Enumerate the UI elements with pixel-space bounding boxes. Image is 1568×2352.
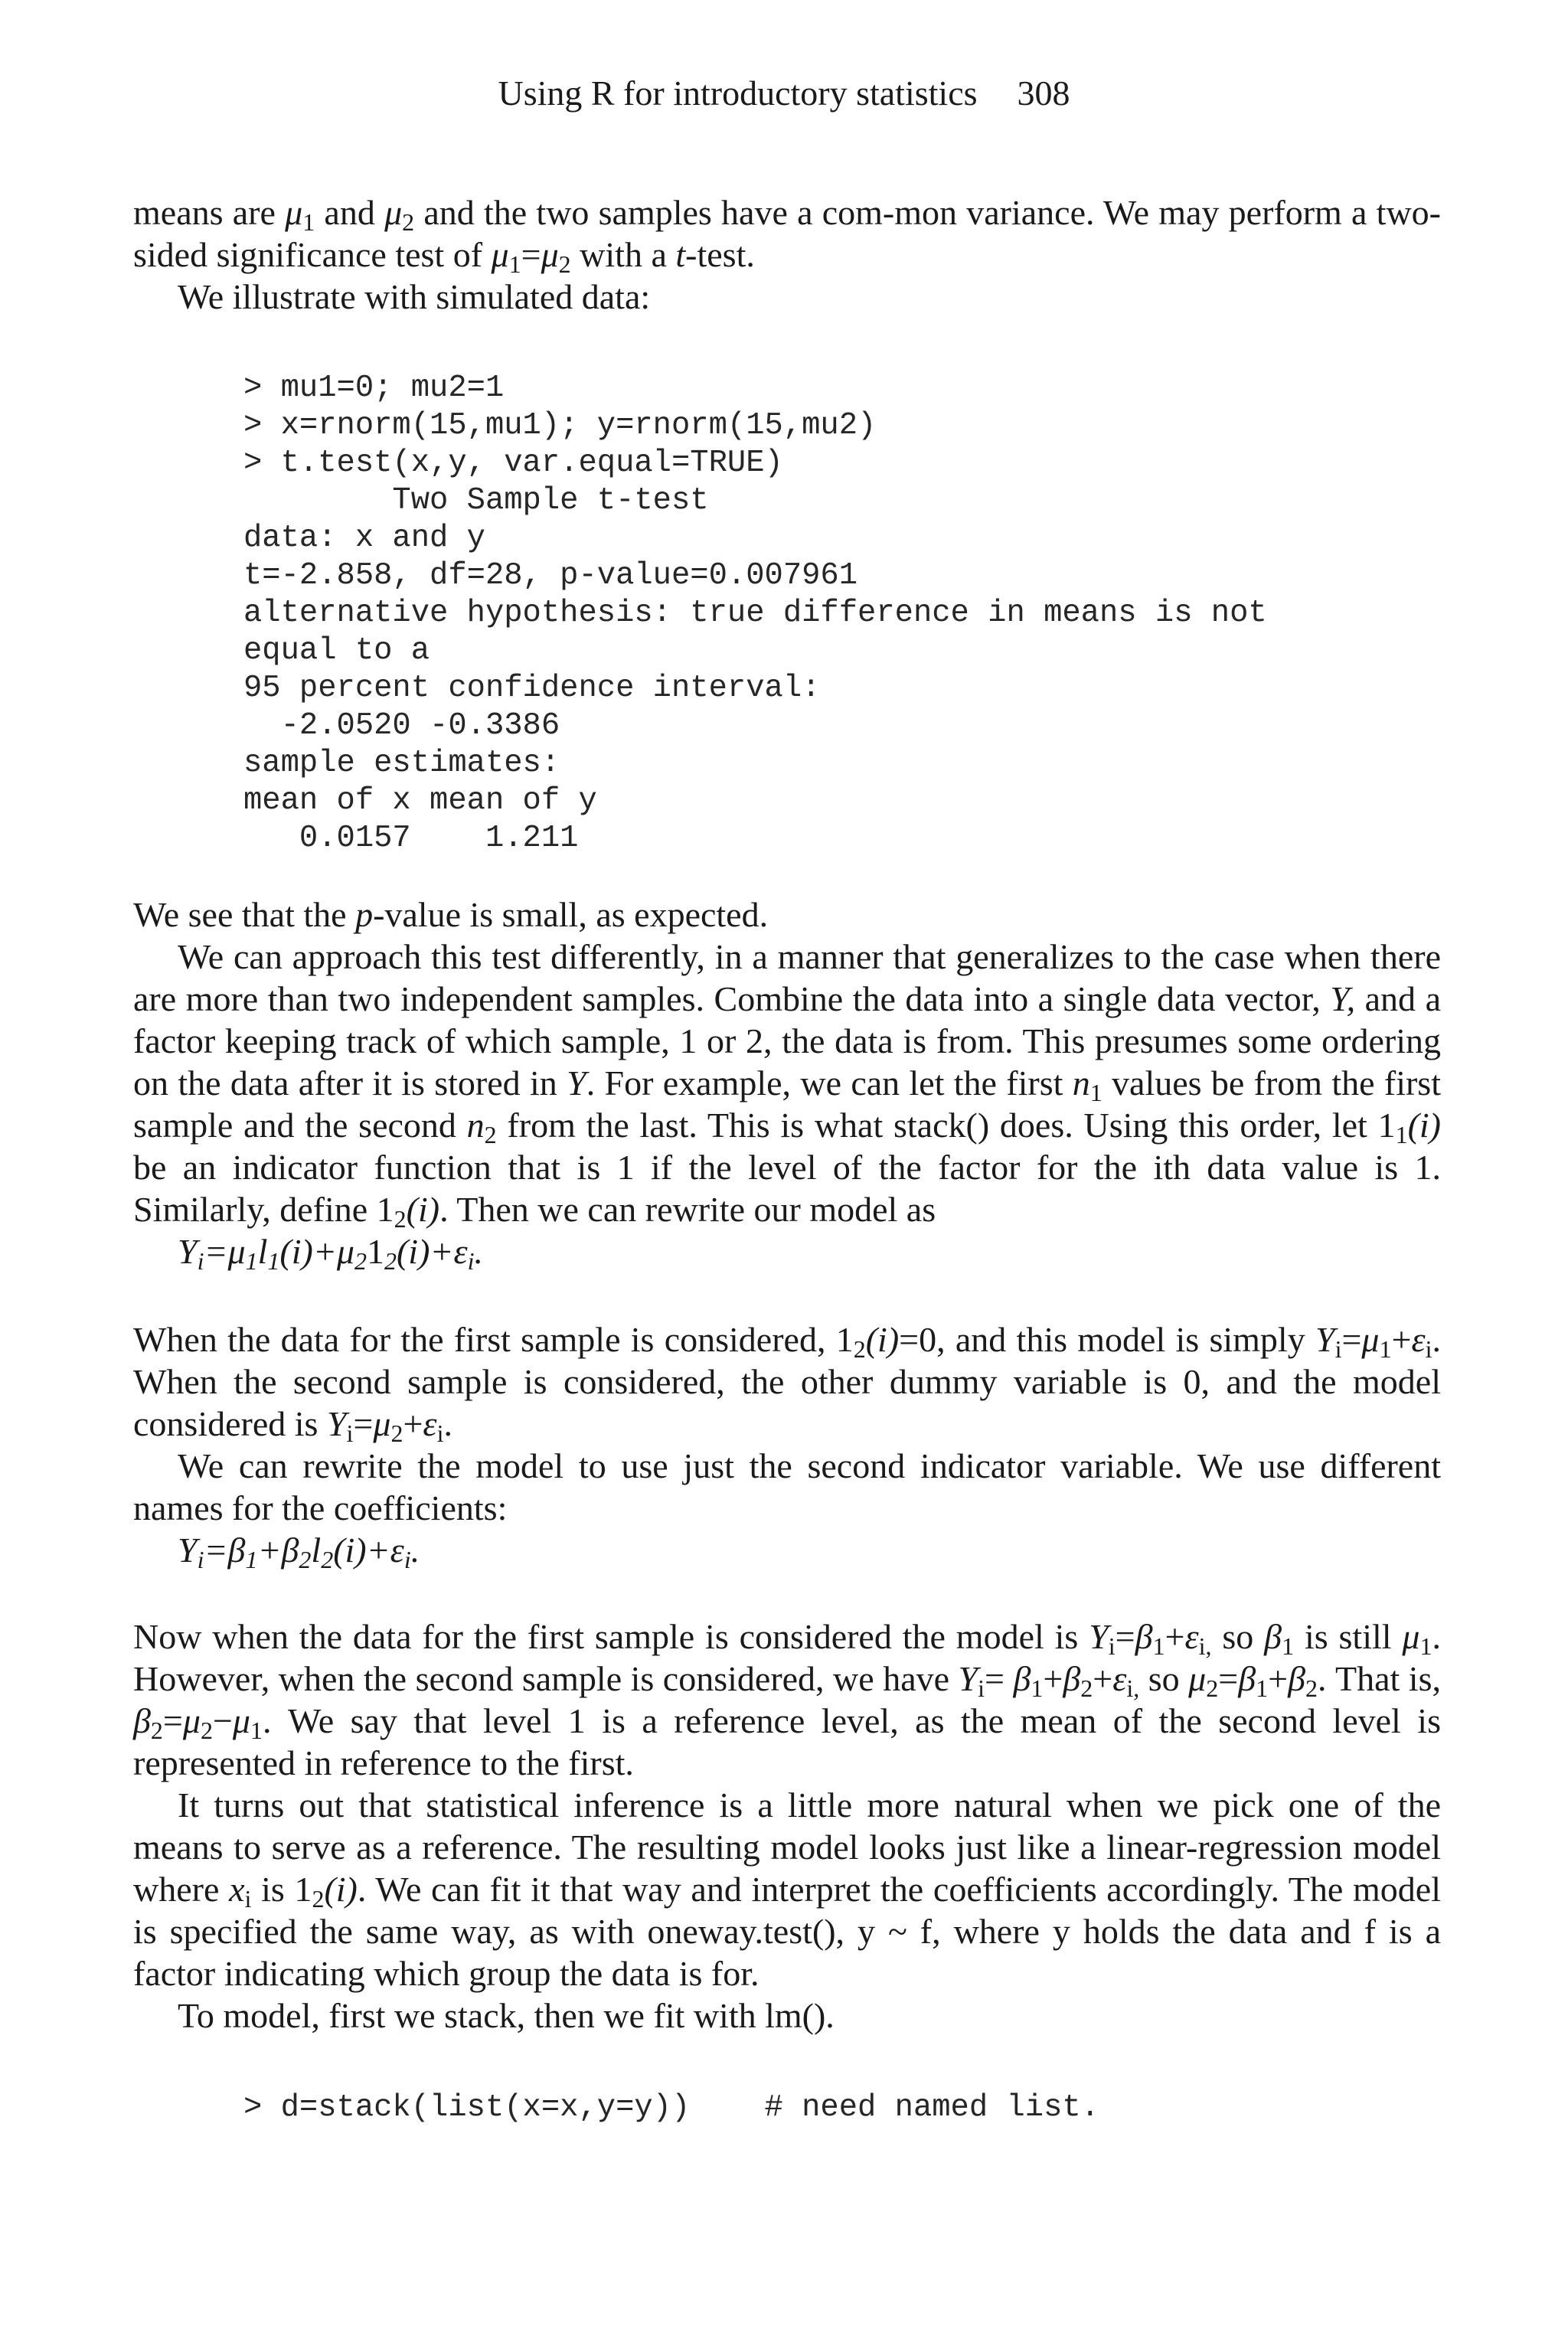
running-header	[0, 70, 1568, 116]
header-title: Using R for introductory statistics	[498, 74, 978, 113]
code-line: -2.0520 -0.3386	[243, 708, 560, 743]
paragraph-4: We can approach this test differently, in a manner that generalizes to the case when there are more than two independent samples. Combine the data into a single data vector, Y, and a factor keeping track of which sample, 1 or 2, the data is from. This presumes some ordering on the data after it is stored in Y. For example, we can let the first $n_1$ values be from the first sample and the second $n_2$ from the last. This is what stack() does. Using this order, let $1_1(i)$ be an indicator function that is 1 if the level of the factor for the ith data value is 1. Similarly, define $1_2(i)$. Then we can rewrite our model as	[133, 937, 1441, 1233]
code-line: 0.0157 1.211	[243, 821, 579, 856]
paragraph-7: Now when the data for the first sample is considered the model is $Y_i=\beta_1+\varepsilon_{i,}$ so $\beta_1$ is still $\mu_1$. However, when the second sample is considered, we have $Y_i= \beta_1+\beta_2+\varepsilon_{i,}$ so $\mu_2=\beta_1+\beta_2$. That is, $\beta_2=\mu_2-\mu_1$. We say that level 1 is a reference level, as the mean of the second level is represented in reference to the first.	[133, 1617, 1441, 1782]
code-line: t=-2.858, df=28, p-value=0.007961	[243, 558, 858, 593]
paragraph-8: It turns out that statistical inference is a little more natural when we pick one of the means to serve as a reference. The resulting model looks just like a linear-regression model where $x_i$ is $1_2(i)$. We can fit it that way and interpret the coefficients accordingly. The model is specified the same way, as with oneway.test(), y ~ f, where y holds the data and f is a factor indicating which group the data is for.	[133, 1785, 1441, 1993]
code-line: equal to a	[243, 633, 430, 668]
equation-2: $Y_i=\beta_1+\beta_2l_2(i)+\varepsilon_i$.	[178, 1530, 420, 1573]
code-line: mean of x mean of y	[243, 783, 597, 818]
page-number: 308	[1017, 74, 1070, 113]
equation-1: $Y_i=\mu_1l_1(i)+\mu_21_2(i)+\varepsilon_i$.	[178, 1232, 483, 1275]
code-line: sample estimates:	[243, 746, 560, 781]
paragraph-9: To model, first we stack, then we fit with lm().	[178, 1996, 835, 2035]
paragraph-1: means are $\mu_1$ and $\mu_2$ and the two samples have a com-mon variance. We may perform a two-sided significance test of $\mu_1=\mu_2$ with a t-test.	[133, 193, 1442, 278]
text-block-3	[133, 1318, 1441, 1571]
paragraph-6: We can rewrite the model to use just the second indicator variable. We use different names for the coefficients:	[133, 1446, 1441, 1527]
text-block-1	[133, 191, 1441, 318]
code-line: data: x and y	[243, 521, 485, 556]
code-line: Two Sample t-test	[243, 483, 709, 518]
text-block-2	[133, 893, 1441, 1275]
code-block-t-test	[243, 370, 1468, 858]
paragraph-5: When the data for the first sample is considered, $1_2(i)=0$, and this model is simply $Y_i=\mu_1+\varepsilon_i$. When the second sample is considered, the other dummy variable is 0, and the model considered is $Y_i=\mu_2+\varepsilon_i$.	[133, 1320, 1441, 1447]
text-block-4	[133, 1615, 1441, 2037]
code-line: alternative hypothesis: true difference in means is not	[243, 596, 1267, 631]
code-line: 95 percent confidence interval:	[243, 671, 821, 706]
code-line: > t.test(x,y, var.equal=TRUE)	[243, 446, 783, 481]
code-line: > x=rnorm(15,mu1); y=rnorm(15,mu2)	[243, 408, 877, 443]
code-line: > mu1=0; mu2=1	[243, 371, 505, 406]
code-block-stack	[243, 2089, 1468, 2127]
paragraph-2: We illustrate with simulated data:	[178, 277, 651, 316]
paragraph-3: We see that the p-value is small, as expected.	[133, 895, 769, 934]
code-line: > d=stack(list(x=x,y=y)) # need named list.	[243, 2090, 1099, 2125]
